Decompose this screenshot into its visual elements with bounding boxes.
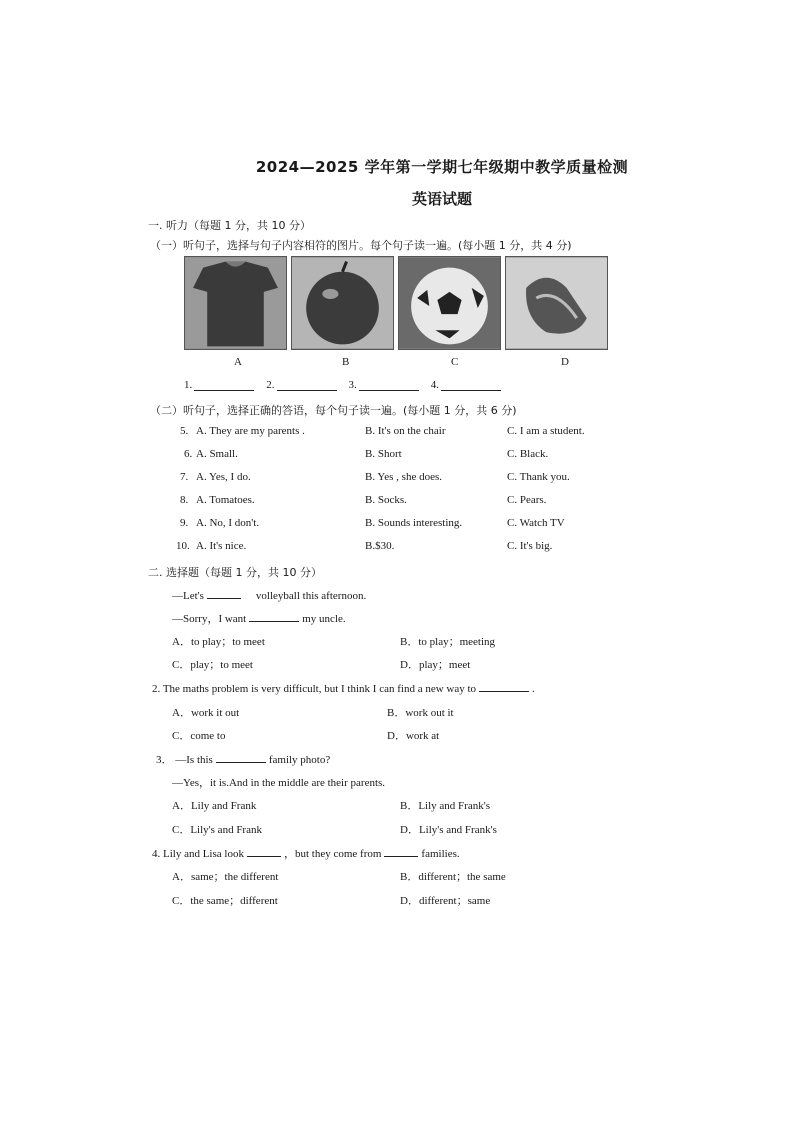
question-7-number: 7. bbox=[180, 471, 189, 483]
choice-q4-blank1[interactable] bbox=[247, 845, 281, 857]
question-8-option-a: A. Tomatoes. bbox=[196, 494, 255, 506]
choice-q3-option-a: A．Lily and Frank bbox=[172, 800, 257, 812]
choice-q4-option-c: C．the same；different bbox=[172, 895, 278, 907]
answer-blank-4[interactable]: 4. bbox=[431, 378, 501, 391]
answer-blank-3[interactable]: 3. bbox=[349, 378, 419, 391]
exam-title: 2024—2025 学年第一学期七年级期中教学质量检测 bbox=[255, 158, 629, 176]
question-8-option-c: C. Pears. bbox=[507, 494, 547, 506]
choice-q3-option-c: C．Lily's and Frank bbox=[172, 824, 262, 836]
choice-q1-blank1[interactable] bbox=[207, 587, 241, 599]
choice-q1-option-c: C．play；to meet bbox=[172, 659, 253, 671]
choice-q3-blank[interactable] bbox=[216, 751, 266, 763]
question-5-option-b: B. It's on the chair bbox=[365, 425, 446, 437]
question-9-option-b: B. Sounds interesting. bbox=[365, 517, 463, 529]
answer-blank-1[interactable]: 1. bbox=[184, 378, 254, 391]
question-8-option-b: B. Socks. bbox=[365, 494, 407, 506]
question-10-option-b: B.$30. bbox=[365, 540, 395, 552]
soccer-ball-picture bbox=[398, 256, 501, 350]
question-9-option-a: A. No, I don't. bbox=[196, 517, 260, 529]
question-7-option-c: C. Thank you. bbox=[507, 471, 570, 483]
choice-q2-option-b: B．work out it bbox=[387, 707, 454, 719]
question-9-option-c: C. Watch TV bbox=[507, 517, 565, 529]
choice-q3-line2: —Yes，it is.And in the middle are their parents. bbox=[172, 777, 386, 789]
choice-q3-line1: 3． —Is this family photo? bbox=[156, 751, 330, 767]
choice-q3-option-b: B．Lily and Frank's bbox=[400, 800, 490, 812]
question-6-option-a: A. Small. bbox=[196, 448, 238, 460]
choice-q1-option-d: D．play；meet bbox=[400, 659, 471, 671]
choice-q2-option-d: D．work at bbox=[387, 730, 440, 742]
shoes-picture bbox=[505, 256, 608, 350]
picture-label-c: C bbox=[451, 356, 459, 368]
exam-subtitle: 英语试题 bbox=[411, 190, 472, 208]
question-6-option-b: B. Short bbox=[365, 448, 402, 460]
picture-row bbox=[184, 256, 608, 350]
question-7-option-a: A. Yes, I do. bbox=[196, 471, 251, 483]
question-5-option-a: A. They are my parents . bbox=[196, 425, 305, 437]
choice-q1-line2: —Sorry，I want my uncle. bbox=[172, 610, 346, 626]
question-6-option-c: C. Black. bbox=[507, 448, 549, 460]
picture-label-b: B bbox=[342, 356, 350, 368]
choice-q3-option-d: D．Lily's and Frank's bbox=[400, 824, 497, 836]
choice-q4-stem: 4. Lily and Lisa look ，but they come from families. bbox=[152, 845, 460, 861]
answer-blanks bbox=[184, 378, 501, 391]
choice-q4-option-d: D．different；same bbox=[400, 895, 491, 907]
shirt-picture bbox=[184, 256, 287, 350]
choice-q1-option-b: B．to play；meeting bbox=[400, 636, 496, 648]
question-10-option-a: A. It's nice. bbox=[196, 540, 247, 552]
choice-q2-option-c: C．come to bbox=[172, 730, 226, 742]
choice-q1-blank2[interactable] bbox=[249, 610, 299, 622]
choice-q4-blank2[interactable] bbox=[384, 845, 418, 857]
answer-blank-2[interactable]: 2. bbox=[266, 378, 336, 391]
question-6-number: 6. bbox=[184, 448, 193, 460]
choice-q4-option-a: A．same；the different bbox=[172, 871, 279, 883]
listening-part1-instruction: （一）听句子，选择与句子内容相符的图片。每个句子读一遍。(每小题 1 分，共 4 分) bbox=[150, 239, 572, 252]
picture-label-d: D bbox=[561, 356, 569, 368]
picture-label-a: A bbox=[234, 356, 242, 368]
choice-q4-option-b: B．different；the same bbox=[400, 871, 506, 883]
choice-q2-option-a: A．work it out bbox=[172, 707, 240, 719]
choice-heading: 二. 选择题（每题 1 分，共 10 分） bbox=[148, 566, 322, 579]
question-5-number: 5. bbox=[180, 425, 189, 437]
question-5-option-c: C. I am a student. bbox=[507, 425, 585, 437]
listening-part2-instruction: （二）听句子，选择正确的答语，每个句子读一遍。(每小题 1 分，共 6 分) bbox=[150, 404, 517, 417]
question-9-number: 9. bbox=[180, 517, 189, 529]
choice-q1-option-a: A．to play；to meet bbox=[172, 636, 265, 648]
question-7-option-b: B. Yes , she does. bbox=[365, 471, 443, 483]
choice-q1-line1: —Let's volleyball this afternoon. bbox=[172, 587, 366, 602]
choice-q2-blank[interactable] bbox=[479, 680, 529, 692]
listening-heading: 一. 听力（每题 1 分，共 10 分） bbox=[148, 219, 311, 232]
question-10-number: 10. bbox=[176, 540, 190, 552]
choice-q2-stem: 2. The maths problem is very difficult, but I think I can find a new way to . bbox=[152, 680, 535, 695]
question-8-number: 8. bbox=[180, 494, 189, 506]
question-10-option-c: C. It's big. bbox=[507, 540, 553, 552]
apple-picture bbox=[291, 256, 394, 350]
